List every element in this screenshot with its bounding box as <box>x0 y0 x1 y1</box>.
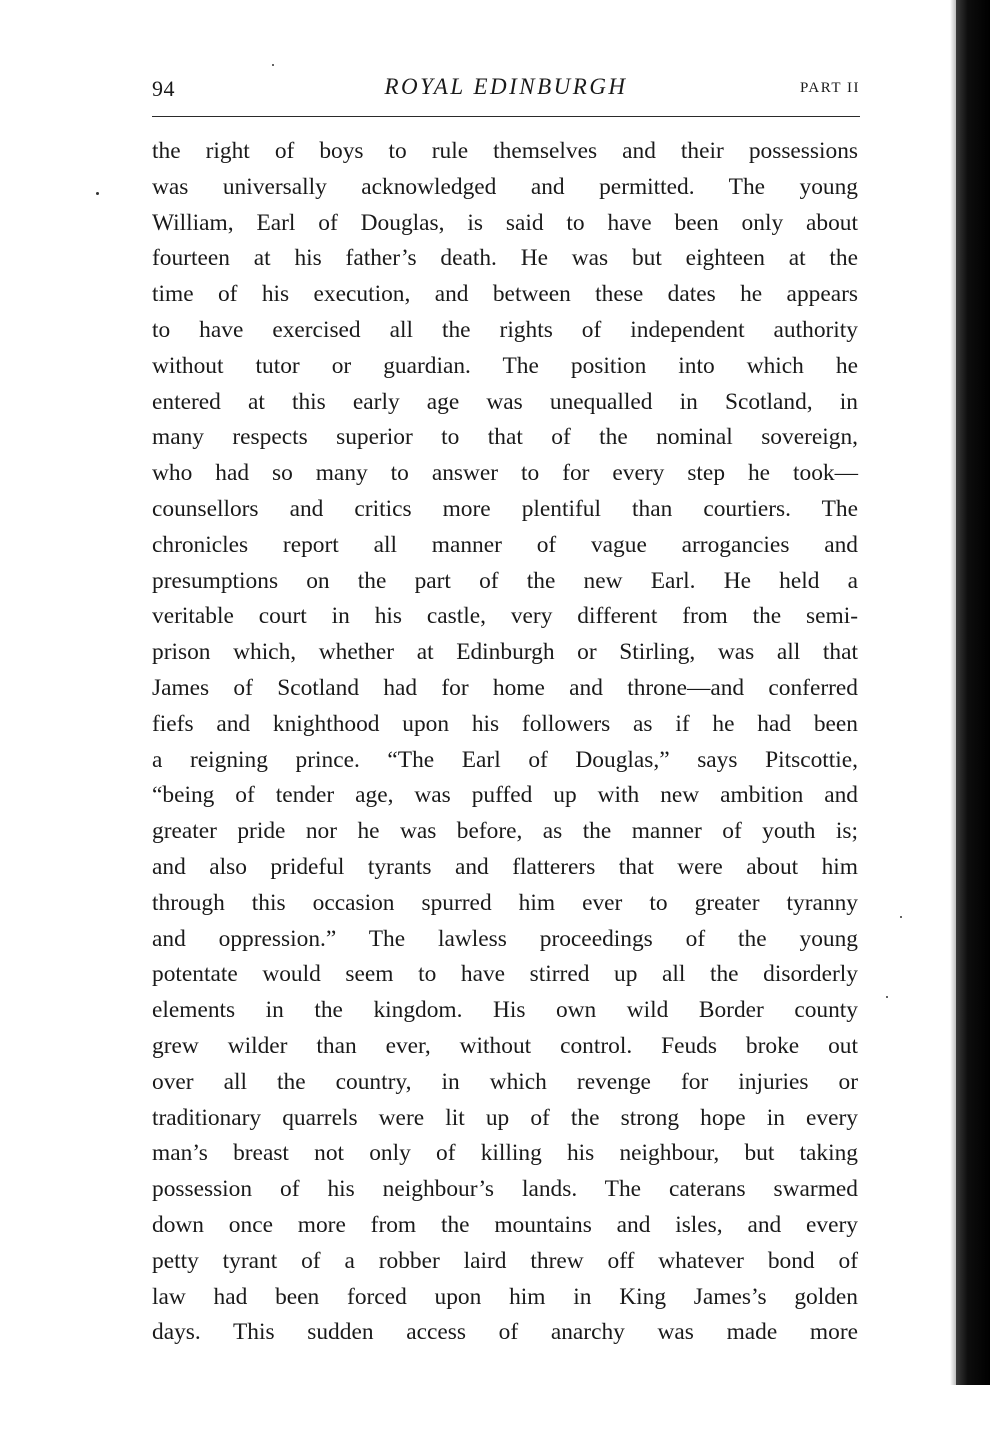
text-line: counsellors and critics more plentiful than courtiers. The <box>152 495 858 522</box>
text-line: fiefs and knighthood upon his followers as if he had been <box>152 710 858 737</box>
text-line: a reigning prince. “The Earl of Douglas,” says Pitscottie, <box>152 746 858 773</box>
text-line: fourteen at his father’s death. He was but eighteen at the <box>152 245 858 272</box>
text-line: law had been forced upon him in King James’s golden <box>152 1283 858 1310</box>
text-line: William, Earl of Douglas, is said to have been only about <box>152 209 858 236</box>
text-line: the right of boys to rule themselves and their possessions <box>152 138 858 164</box>
running-title: ROYAL EDINBURGH <box>384 74 628 99</box>
text-line: man’s breast not only of killing his neighbour, but taking <box>152 1140 858 1167</box>
text-line: through this occasion spurred him ever to greater tyranny <box>152 889 858 916</box>
scan-speck <box>900 916 902 918</box>
text-line: “being of tender age, was puffed up with new ambition and <box>152 782 858 809</box>
text-line: and also prideful tyrants and flatterers that were about him <box>152 853 858 880</box>
text-line: elements in the kingdom. His own wild Border county <box>152 997 858 1024</box>
text-line: days. This sudden access of anarchy was made more <box>152 1319 858 1346</box>
text-line: possession of his neighbour’s lands. The caterans swarmed <box>152 1176 858 1203</box>
text-line: prison which, whether at Edinburgh or Stirling, was all that <box>152 639 858 666</box>
text-line: over all the country, in which revenge for injuries or <box>152 1068 858 1095</box>
text-line: chronicles report all manner of vague arrogancies and <box>152 531 858 558</box>
header-rule <box>152 116 860 117</box>
text-line: time of his execution, and between these dates he appears <box>152 281 858 308</box>
part-label: PART II <box>799 80 860 96</box>
text-line: potentate would seem to have stirred up all the disorderly <box>152 961 858 988</box>
running-header <box>152 72 860 106</box>
text-line: was universally acknowledged and permitted. The young <box>152 173 858 200</box>
body-text <box>152 134 858 1351</box>
text-line: to have exercised all the rights of independent authority <box>152 316 858 343</box>
scan-speck <box>886 996 888 998</box>
text-line: greater pride nor he was before, as the manner of youth is; <box>152 818 858 845</box>
page-number: 94 <box>152 76 175 101</box>
text-line: grew wilder than ever, without control. Feuds broke out <box>152 1032 858 1059</box>
text-line: down once more from the mountains and isles, and every <box>152 1211 858 1238</box>
text-line: many respects superior to that of the nominal sovereign, <box>152 424 858 451</box>
scan-speck <box>272 64 274 66</box>
text-line: without tutor or guardian. The position into which he <box>152 352 858 379</box>
scan-speck <box>96 192 99 195</box>
text-line: presumptions on the part of the new Earl. He held a <box>152 567 858 594</box>
text-line: entered at this early age was unequalled in Scotland, in <box>152 388 858 415</box>
text-line: and oppression.” The lawless proceedings of the young <box>152 925 858 952</box>
text-line: who had so many to answer to for every step he took— <box>152 460 858 487</box>
binding-edge <box>956 0 990 1385</box>
text-line: James of Scotland had for home and throne—and conferred <box>152 674 858 701</box>
text-line: petty tyrant of a robber laird threw off whatever bond of <box>152 1247 858 1274</box>
text-line: traditionary quarrels were lit up of the strong hope in every <box>152 1104 858 1131</box>
text-line: veritable court in his castle, very different from the semi- <box>152 603 858 630</box>
